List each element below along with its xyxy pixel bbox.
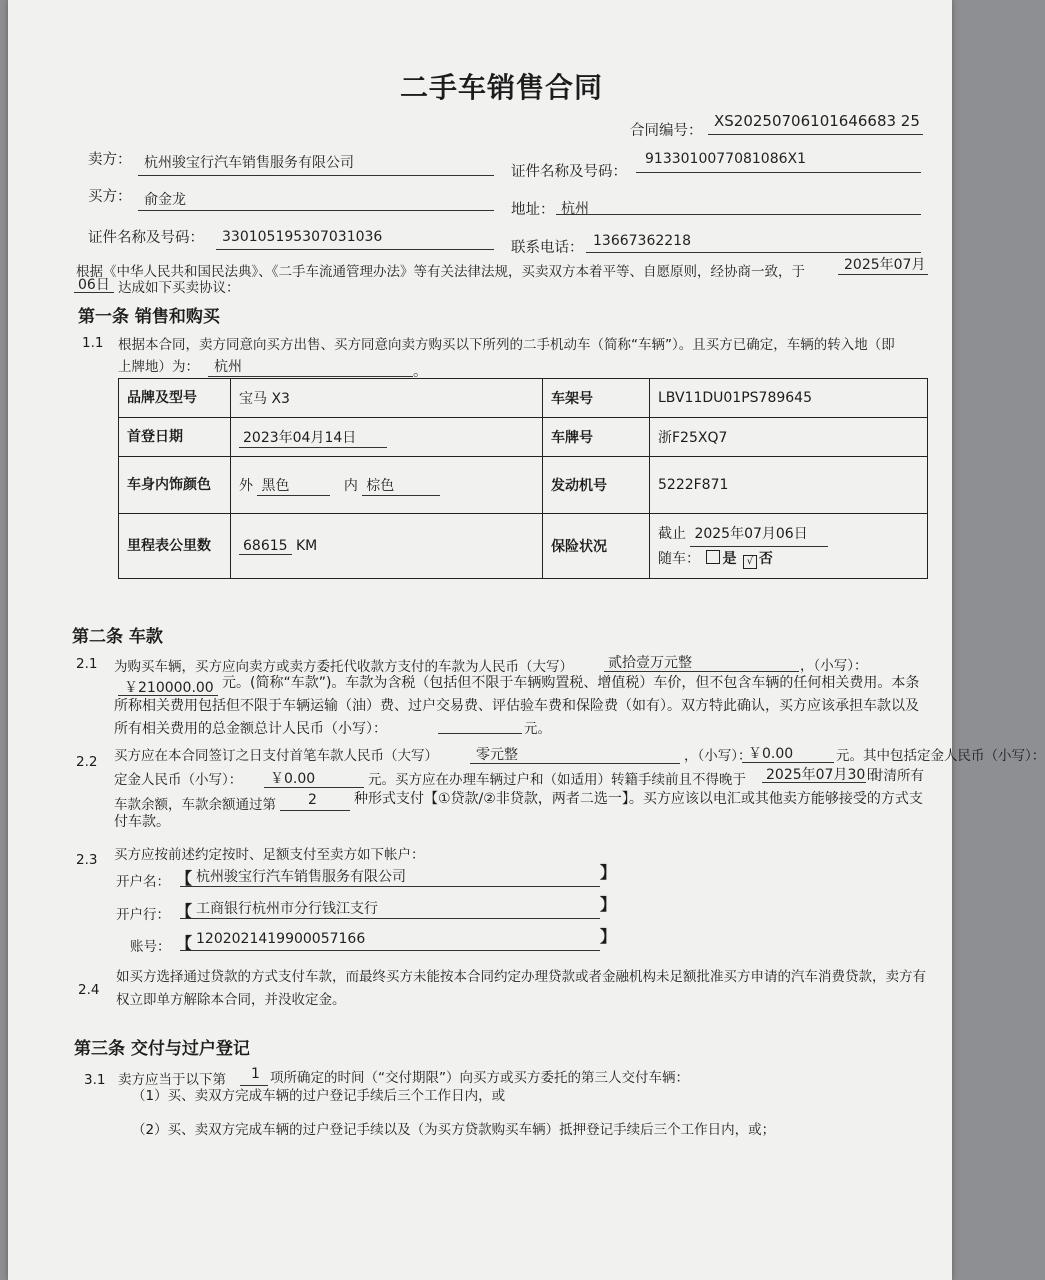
clause-2-2-text-f: 种形式支付【①贷款/②非贷款，两者二选一】。买方应该以电汇或其他卖方能够接受的方式支付车款。: [114, 791, 923, 830]
contract-no-value: XS20250706101646683 25: [714, 112, 920, 130]
article1-heading: 第一条 销售和购买: [78, 307, 220, 327]
preamble-date-day: 06日: [78, 277, 110, 293]
clause-1-1-text2: 上牌地）为：: [118, 359, 199, 375]
buyer-id-label: 证件名称及号码：: [88, 230, 204, 246]
brand-value: 宝马 X3: [231, 379, 543, 418]
clause-2-1-text-b: ，（小写）：: [800, 658, 868, 674]
clause-2-4-number: 2.4: [78, 982, 100, 998]
brand-label: 品牌及型号: [119, 379, 231, 418]
vin-label: 车架号: [543, 379, 650, 418]
outer-color-value: 黑色: [257, 475, 330, 496]
payment-method: 2: [308, 792, 317, 808]
first-payment-upper: 零元整: [476, 747, 518, 763]
address-label: 地址：: [511, 202, 555, 218]
clause-2-2-text-b: ，（小写）：: [684, 748, 752, 764]
address-value: 杭州: [561, 201, 589, 217]
account-no-value: 1202021419900057166: [196, 931, 366, 947]
clause-2-2-text-c: 元。其中包括定金人民币（小写）：: [836, 748, 1045, 764]
contract-title: 二手车销售合同: [400, 71, 604, 104]
inner-color-value: 棕色: [362, 475, 440, 496]
preamble-date-year-month: 2025年07月: [844, 257, 926, 273]
plate-value: 浙F25XQ7: [650, 418, 928, 457]
no-checkbox[interactable]: √: [743, 555, 757, 569]
price-upper: 贰拾壹万元整: [608, 655, 692, 671]
seller-label: 卖方：: [88, 152, 132, 168]
seller-id-value: 9133010077081086X1: [645, 151, 807, 167]
plate-label: 车牌号: [543, 418, 650, 457]
phone-value: 13667362218: [593, 233, 691, 249]
inner-color-label: 内: [343, 477, 358, 494]
first-reg-label: 首登日期: [119, 418, 231, 457]
transfer-city: 杭州: [214, 359, 242, 375]
bank-lbracket: 【: [176, 902, 193, 921]
outer-color-label: 外: [239, 477, 253, 494]
account-name-lbracket: 【: [176, 869, 193, 888]
first-reg-value: 2023年04月14日: [239, 427, 387, 448]
vin-value: LBV11DU01PS789645: [650, 379, 928, 418]
preamble-tail: 达成如下买卖协议：: [118, 280, 240, 296]
mileage-label: 里程表公里数: [119, 514, 231, 579]
clause-1-1-period: 。: [413, 364, 428, 380]
clause-2-1-number: 2.1: [76, 656, 98, 672]
clause-2-1-text-a: 为购买车辆，买方应向卖方或卖方委托代收款方支付的车款为人民币（大写）: [114, 659, 573, 675]
account-name-label: 开户名：: [116, 874, 170, 890]
engine-value: 5222F871: [650, 457, 928, 514]
account-no-lbracket: 【: [176, 934, 193, 953]
phone-label: 联系电话：: [511, 240, 584, 256]
clause-2-3-text: 买方应按前述约定按时、足额支付至卖方如下帐户：: [114, 847, 425, 863]
bank-value: 工商银行杭州市分行钱江支行: [196, 901, 378, 917]
mileage-unit: KM: [296, 537, 318, 554]
bank-label: 开户行：: [116, 907, 170, 923]
delivery-option-1: （1）买、卖双方完成车辆的过户登记手续后三个工作日内，或: [132, 1088, 506, 1104]
seller-value: 杭州骏宝行汽车销售服务有限公司: [144, 155, 354, 171]
clause-2-3-number: 2.3: [76, 852, 98, 868]
delivery-option-2: （2）买、卖双方完成车辆的过户登记手续以及（为买方贷款购买车辆）抵押登记手续后三个工作日内，或；: [132, 1122, 776, 1138]
clause-2-1-text-c: 元。(简称“车款”)。车款为含税（包括但不限于车辆购置税、增值税）车价，但不包含车辆的任何相关费用。本条所称相关费用包括但不限于车辆运输（油）费、过户交易费、评估验车费和保险费（如有）。双方特此确认，买方应该承担车款以及所有相关费用的总金额总计人民币（小写）：: [114, 675, 920, 737]
buyer-id-value: 330105195307031036: [222, 229, 383, 245]
deposit-lower: ￥0.00: [270, 771, 316, 787]
contract-no-label: 合同编号：: [630, 123, 703, 139]
bank-rbracket: 】: [600, 895, 617, 914]
clause-2-2-text-a: 买方应在本合同签订之日支付首笔车款人民币（大写）: [114, 748, 438, 764]
article2-heading: 第二条 车款: [72, 627, 163, 647]
clause-1-1-text: 根据本合同，卖方同意向买方出售、买方同意向卖方购买以下所列的二手机动车（简称“车辆”）。且买方已确定，车辆的转入地（即: [118, 337, 895, 353]
buyer-label: 买方：: [88, 189, 132, 205]
account-no-rbracket: 】: [600, 927, 617, 946]
mileage-value: 68615: [239, 538, 292, 555]
clause-2-2-number: 2.2: [76, 754, 98, 770]
account-no-label: 账号：: [130, 939, 171, 955]
account-name-rbracket: 】: [600, 863, 617, 882]
engine-label: 发动机号: [543, 457, 650, 514]
buyer-value: 俞金龙: [144, 192, 186, 208]
first-payment-lower: ￥0.00: [748, 746, 794, 762]
clause-3-1-text-b: 项所确定的时间（“交付期限”）向买方或买方委托的第三人交付车辆：: [270, 1070, 689, 1086]
clause-2-2-text-d: 元。买方应在办理车辆过户和（如适用）转籍手续前且不得晚于: [368, 772, 746, 788]
clause-3-1-number: 3.1: [84, 1072, 106, 1088]
delivery-item-number: 1: [251, 1066, 260, 1082]
account-name-value: 杭州骏宝行汽车销售服务有限公司: [196, 869, 406, 885]
seller-id-label: 证件名称及号码：: [511, 164, 627, 180]
no-label: 否: [758, 550, 773, 567]
clause-3-1-text-a: 卖方应当于以下第: [118, 1072, 226, 1088]
preamble-text: 根据《中华人民共和国民法典》、《二手车流通管理办法》等有关法律法规，买卖双方本着平等、自愿原则，经协商一致，于: [76, 264, 805, 280]
yes-checkbox[interactable]: [706, 550, 720, 564]
clause-2-4-text: 如买方选择通过贷款的方式支付车款，而最终买方未能按本合同约定办理贷款或者金融机构未足额批准买方申请的汽车消费贷款，卖方有权立即单方解除本合同，并没收定金。: [116, 969, 926, 1008]
follow-label: 随车：: [658, 550, 700, 567]
vehicle-info-table: [118, 378, 928, 579]
clause-2-1-text-d: 元。: [524, 721, 551, 737]
clause-2-2-text-d2: 付清所有: [870, 768, 924, 784]
clause-2-2-text-e: 车款余额，车款余额通过第: [114, 797, 276, 813]
clause-2-2-text-c2: 定金人民币（小写）：: [114, 772, 243, 788]
insurance-label: 保险状况: [543, 514, 650, 579]
color-label: 车身内饰颜色: [119, 457, 231, 514]
balance-deadline: 2025年07月30日: [766, 767, 880, 783]
price-lower: ￥210000.00: [124, 680, 214, 696]
insurance-until-label: 截止: [658, 525, 686, 542]
clause-1-1-number: 1.1: [82, 335, 104, 351]
contract-page: [8, 0, 1045, 1280]
yes-label: 是: [722, 550, 737, 567]
article3-heading: 第三条 交付与过户登记: [74, 1039, 250, 1059]
insurance-until-value: 2025年07月06日: [690, 522, 828, 547]
